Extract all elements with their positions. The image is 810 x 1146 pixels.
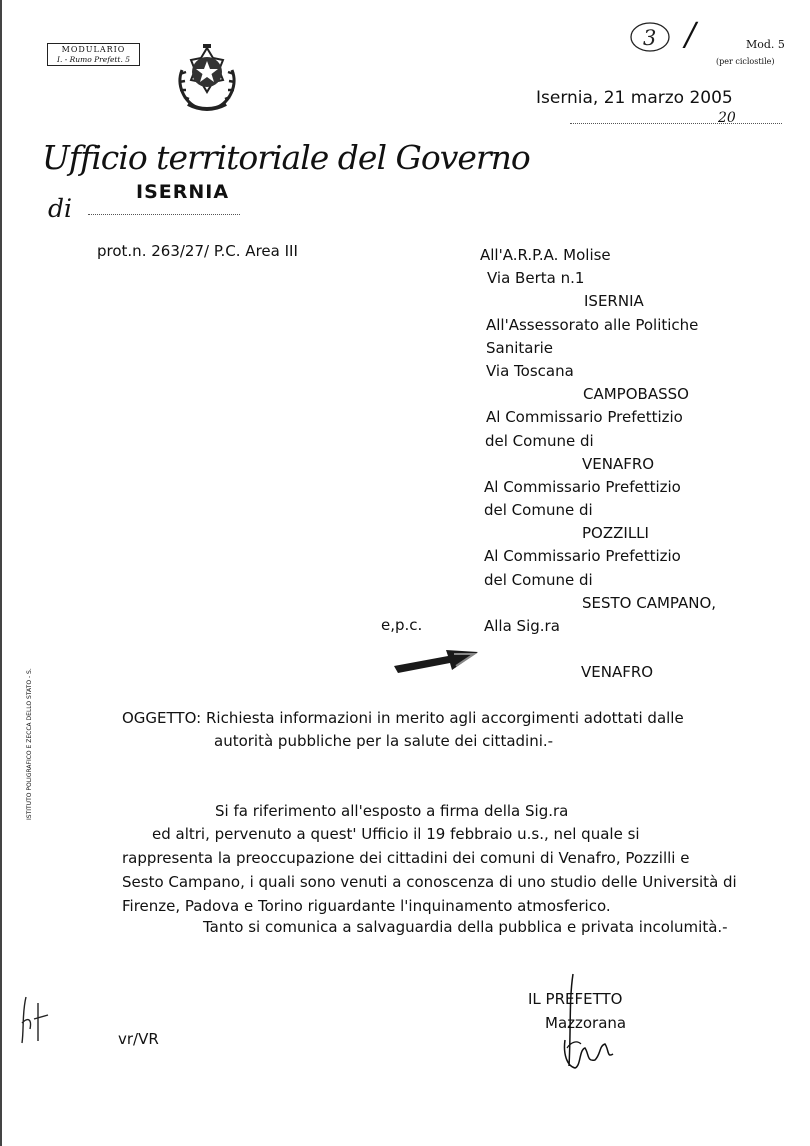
signatory-name: Mazzorana: [545, 1014, 627, 1032]
body-line: rappresenta la preoccupazione dei cittadini dei comuni di Venafro, Pozzilli e: [122, 849, 690, 867]
office-di: di: [48, 194, 72, 223]
recipient-line: Al Commissario Prefettizio: [484, 477, 681, 496]
mod-sub: (per ciclostile): [716, 57, 775, 66]
recipient-line: del Comune di: [484, 570, 593, 589]
form-code-box: [47, 43, 140, 66]
date-dotted-line: [570, 123, 782, 124]
subject-label: OGGETTO:: [122, 709, 202, 727]
arrow-stamp-icon: [388, 642, 488, 682]
recipient-line: VENAFRO: [582, 454, 655, 473]
subject-line1: Richiesta informazioni in merito agli accorgimenti adottati dalle: [205, 709, 684, 727]
subject: [122, 711, 684, 726]
recipient-line: ISERNIA: [584, 292, 644, 311]
recipient-line: All'Assessorato alle Politiche: [486, 315, 699, 334]
mod-label: Mod. 5: [746, 38, 785, 51]
handwritten-signature: [525, 970, 635, 1080]
recipient-line: CAMPOBASSO: [583, 385, 689, 404]
body-line: Tanto si comunica a salvaguardia della pubblica e privata incolumità.-: [203, 918, 728, 936]
form-code-line1: MODULARIO: [61, 45, 126, 54]
recipient-line: del Comune di: [485, 431, 594, 450]
circled-number-text: 3: [643, 26, 657, 50]
recipient-line: POZZILLI: [582, 524, 649, 543]
body-line: Si fa riferimento all'esposto a firma della Sig.ra: [215, 802, 569, 820]
form-code-line2: I. - Rumo Prefett. 5: [57, 54, 130, 64]
circled-number-mark: [628, 20, 672, 54]
margin-initial-mark: [18, 995, 58, 1045]
recipient-line: Sanitarie: [486, 338, 554, 357]
signatory-title: IL PREFETTO: [528, 990, 623, 1008]
body-line: ed altri, pervenuto a quest' Ufficio il 19 febbraio u.s., nel quale si: [152, 825, 640, 843]
recipients-block: [480, 244, 800, 685]
recipient-line: Al Commissario Prefettizio: [486, 408, 683, 427]
scan-edge: [0, 0, 2, 1146]
city-dotted-line: [88, 214, 240, 215]
recipient-line: del Comune di: [484, 501, 593, 520]
recipient-line: [480, 638, 800, 661]
letter-date: Isernia, 21 marzo 2005: [536, 88, 733, 108]
epc-label: e,p.c.: [381, 616, 423, 634]
body-line: Firenze, Padova e Torino riguardante l'inquinamento atmosferico.: [122, 897, 611, 915]
republic-emblem-icon: [174, 40, 240, 114]
recipient-line: Via Berta n.1: [487, 269, 585, 288]
printer-imprint: ISTITUTO POLIGRAFICO E ZECCA DELLO STATO - S.: [26, 668, 33, 820]
subject-line2: autorità pubbliche per la salute dei cittadini.-: [214, 732, 554, 750]
protocol-number: prot.n. 263/27/ P.C. Area III: [97, 242, 298, 260]
date-year-prefix: 20: [718, 110, 736, 126]
recipient-line: VENAFRO: [581, 663, 654, 682]
typist-initials: vr/VR: [118, 1030, 159, 1048]
office-city: ISERNIA: [136, 181, 230, 203]
slash-mark: /: [685, 15, 696, 53]
recipient-line: Via Toscana: [486, 361, 574, 380]
office-heading: Ufficio territoriale del Governo: [42, 138, 530, 177]
recipient-line: All'A.R.P.A. Molise: [480, 246, 611, 264]
body-line: Sesto Campano, i quali sono venuti a conoscenza di uno studio delle Università di: [122, 873, 737, 891]
recipient-line: Alla Sig.ra: [484, 617, 560, 635]
recipient-line: Al Commissario Prefettizio: [484, 547, 681, 566]
recipient-line: SESTO CAMPANO,: [582, 593, 717, 612]
